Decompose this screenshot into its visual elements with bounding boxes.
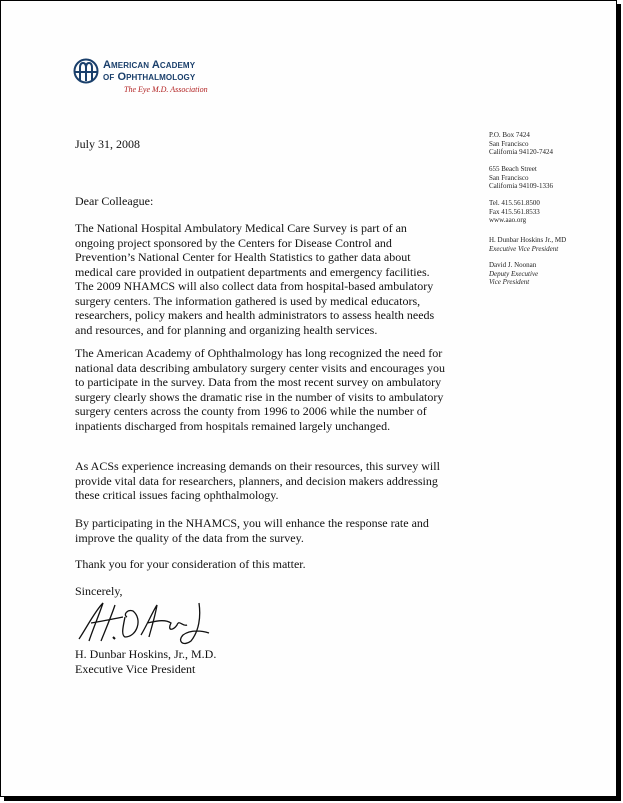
paragraph-3: As ACSs experience increasing demands on their resources, this survey will provide vital data for researchers, planners, and decision makers addressing these critical issues facing ophthalmology. [75, 459, 440, 502]
website-link[interactable]: www.aao.org [489, 216, 527, 224]
address-line: California 94120-7424 [489, 148, 553, 156]
fax-number: Fax 415.561.8533 [489, 207, 540, 216]
aao-logo [73, 58, 243, 98]
contact-info [489, 199, 540, 225]
street-address [489, 165, 553, 191]
address-line: 655 Beach Street [489, 165, 537, 173]
salutation: Dear Colleague: [75, 194, 154, 208]
officer-name: H. Dunbar Hoskins Jr., MD [489, 236, 567, 244]
officer-2 [489, 261, 538, 287]
officer-title: Executive Vice President [489, 244, 559, 253]
signature-image [73, 597, 213, 647]
paragraph-2: The American Academy of Ophthalmology has long recognized the need for national data describing ambulatory surgery center visits and encourages you to participate in the survey. Data from the most recent survey on ambulatory surgery clearly shows the dramatic rise in the number of visits to ambulatory surgery centers across the county from 1996 to 2006 while the number of inpatients discharged from hospitals remained largely unchanged. [75, 346, 445, 433]
officer-name: David J. Noonan [489, 261, 537, 269]
officer-title: Vice President [489, 278, 530, 286]
org-name-line2: of Ophthalmology [103, 71, 196, 83]
address-line: San Francisco [489, 139, 529, 148]
address-line: California 94109-1336 [489, 182, 553, 190]
address-line: San Francisco [489, 173, 529, 182]
officer-1 [489, 236, 566, 253]
letter-date: July 31, 2008 [75, 137, 141, 151]
closing: Sincerely, [75, 584, 123, 598]
paragraph-1: The National Hospital Ambulatory Medical Care Survey is part of an ongoing project sponsored by the Centers for Disease Control and Prevention’s National Center for Health Statistics to gather data about medical care provided in outpatient departments and emergency facilities. The 2009 NHAMCS will also collect data from hospital-based ambulatory surgery centers. The information gathered is used by medical educators, researchers, policy makers and health administrators to assess health needs and resources, and for planning and organizing health services. [75, 221, 435, 337]
paragraph-4: By participating in the NHAMCS, you will enhance the response rate and improve the quality of the data from the survey. [75, 516, 429, 545]
phone-number: Tel. 415.561.8500 [489, 199, 540, 207]
org-name-line1: American Academy [103, 59, 196, 71]
signer-name: H. Dunbar Hoskins, Jr., M.D. [75, 647, 217, 661]
org-tagline: The Eye M.D. Association [124, 85, 208, 94]
po-box-address [489, 131, 553, 157]
aao-emblem-icon [73, 58, 99, 84]
paragraph-5: Thank you for your consideration of this matter. [75, 557, 306, 571]
address-line: P.O. Box 7424 [489, 131, 530, 139]
officer-title: Deputy Executive [489, 269, 539, 278]
signer-title: Executive Vice President [75, 662, 196, 676]
